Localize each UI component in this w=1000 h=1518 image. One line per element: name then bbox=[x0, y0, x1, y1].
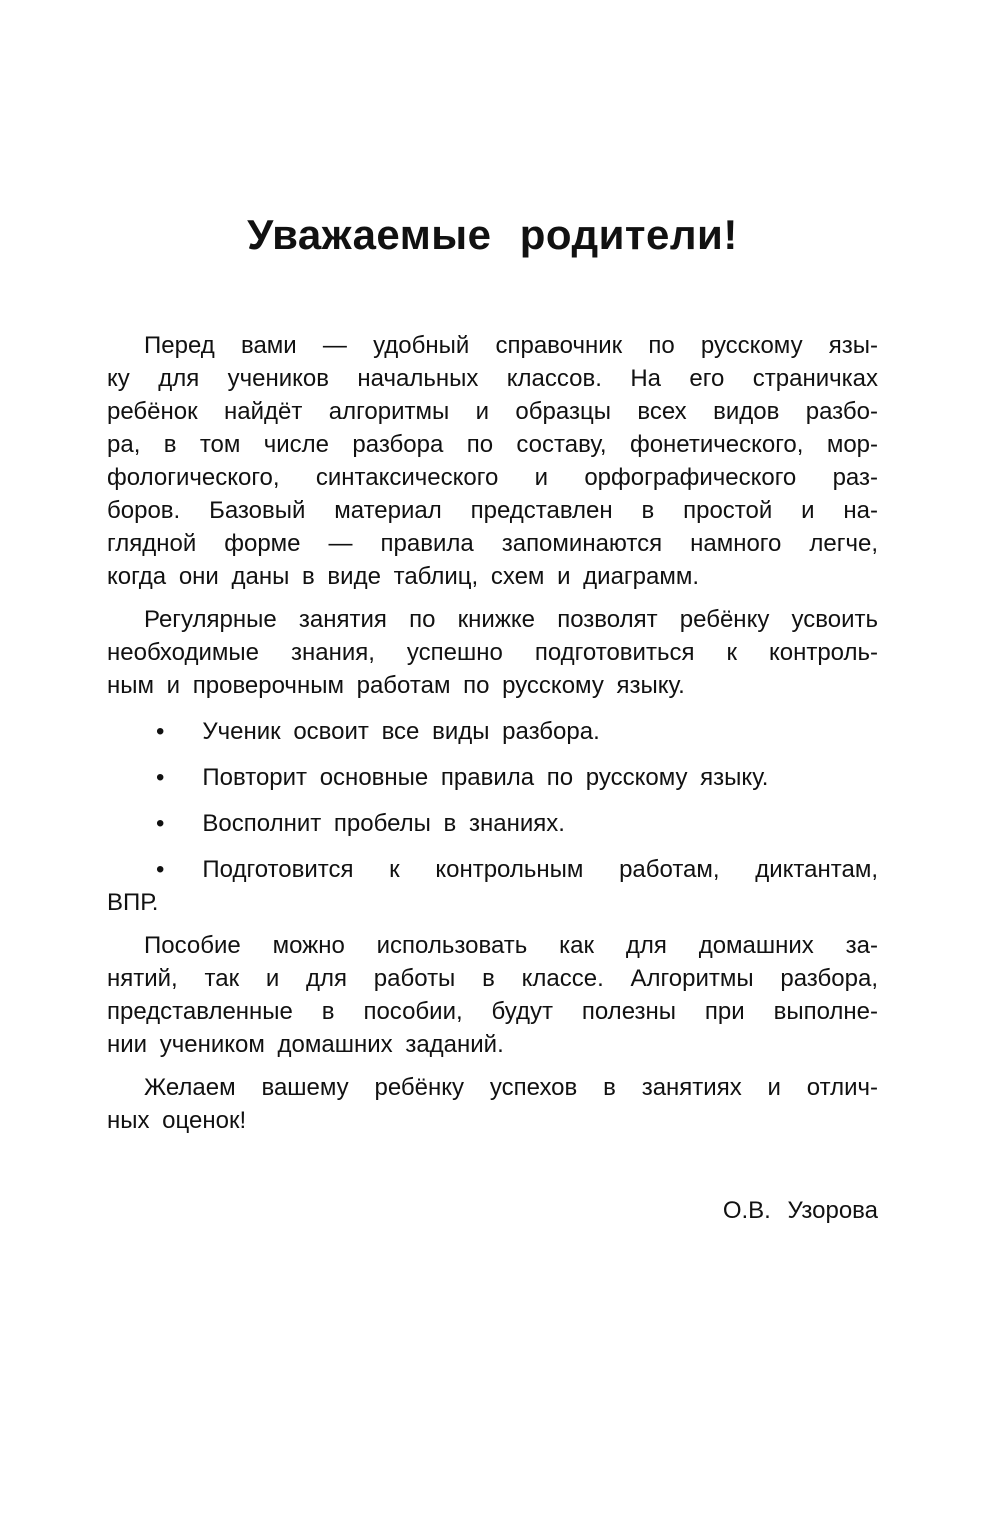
paragraph bbox=[107, 929, 878, 1061]
text-line: ра, в том числе разбора по составу, фонетического, мор- bbox=[107, 431, 878, 458]
paragraphs bbox=[107, 329, 878, 1137]
text-line: ВПР. bbox=[107, 889, 159, 916]
text-line: глядной форме — правила запоминаются намного легче, bbox=[107, 530, 878, 557]
bullet-item bbox=[107, 853, 878, 919]
text-line: ным и проверочным работам по русскому языку. bbox=[107, 672, 685, 699]
text-line: ных оценок! bbox=[107, 1107, 247, 1134]
text-line: нятий, так и для работы в классе. Алгоритмы разбора, bbox=[107, 965, 878, 992]
text-line: когда они даны в виде таблиц, схем и диаграмм. bbox=[107, 563, 700, 590]
text-line: ребёнок найдёт алгоритмы и образцы всех видов разбо- bbox=[107, 398, 878, 425]
author-signature: О.В. Узорова bbox=[722, 1197, 878, 1224]
bullet-item bbox=[107, 715, 878, 748]
paragraph bbox=[107, 603, 878, 702]
bullet-item bbox=[107, 761, 878, 794]
text-line: фологического, синтаксического и орфографического раз- bbox=[107, 464, 878, 491]
text-line: Перед вами — удобный справочник по русскому язы- bbox=[144, 332, 878, 359]
text-line: необходимые знания, успешно подготовиться к контроль- bbox=[107, 639, 878, 666]
text-line: ку для учеников начальных классов. На его страничках bbox=[107, 365, 878, 392]
text-line: • Восполнит пробелы в знаниях. bbox=[156, 810, 565, 837]
paragraph bbox=[107, 1071, 878, 1137]
text-line: нии учеником домашних заданий. bbox=[107, 1031, 504, 1058]
text-line: • Повторит основные правила по русскому языку. bbox=[156, 764, 769, 791]
text-line: • Ученик освоит все виды разбора. bbox=[156, 718, 600, 745]
text-line: Регулярные занятия по книжке позволят ребёнку усвоить bbox=[144, 606, 878, 633]
text-line: Пособие можно использовать как для домашних за- bbox=[144, 932, 878, 959]
bullet-item bbox=[107, 807, 878, 840]
page-title: Уважаемые родители! bbox=[247, 211, 738, 258]
bullet-icon: • bbox=[156, 764, 165, 791]
page-body bbox=[107, 329, 878, 1227]
text-line: представленные в пособии, будут полезны при выполне- bbox=[107, 998, 878, 1025]
bullet-icon: • bbox=[156, 856, 165, 883]
paragraph bbox=[107, 329, 878, 593]
text-line: боров. Базовый материал представлен в простой и на- bbox=[107, 497, 878, 524]
bullet-icon: • bbox=[156, 718, 165, 745]
text-line: • Подготовится к контрольным работам, диктантам, bbox=[156, 856, 878, 883]
bullet-icon: • bbox=[156, 810, 165, 837]
text-line: Желаем вашему ребёнку успехов в занятиях и отлич- bbox=[144, 1074, 878, 1101]
